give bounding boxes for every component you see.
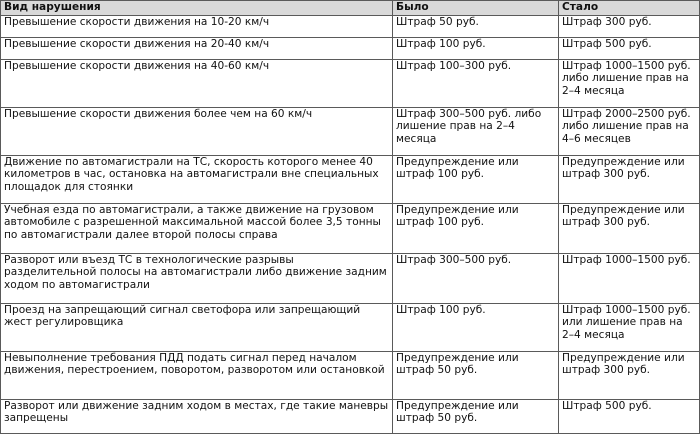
violation-cell: Учебная езда по автомагистрали, а также движение на грузовом автомобиле с разрешенной максимальной массой более 3,5 тонны по автомагистрали далее второй полосы справа [1,204,393,254]
header-before: Было [393,1,559,16]
violation-cell: Проезд на запрещающий сигнал светофора или запрещающий жест регулировщика [1,304,393,352]
before-cell: Штраф 100 руб. [393,38,559,60]
before-cell: Предупреждение или штраф 100 руб. [393,204,559,254]
table-header-row [1,1,700,16]
after-cell: Предупреждение или штраф 300 руб. [559,156,700,204]
violation-cell: Разворот или въезд ТС в технологические разрывы разделительной полосы на автомагистрали либо движение задним ходом по автомагистрали [1,254,393,304]
table-row [1,400,700,434]
table-row [1,60,700,108]
violation-cell: Превышение скорости движения более чем на 60 км/ч [1,108,393,156]
violation-cell: Разворот или движение задним ходом в местах, где такие маневры запрещены [1,400,393,434]
header-after: Стало [559,1,700,16]
after-cell: Штраф 300 руб. [559,16,700,38]
before-cell: Штраф 300–500 руб. либо лишение прав на 2–4 месяца [393,108,559,156]
after-cell: Штраф 1000–1500 руб. [559,254,700,304]
table-row [1,16,700,38]
violation-cell: Превышение скорости движения на 20-40 км/ч [1,38,393,60]
after-cell: Предупреждение или штраф 300 руб. [559,352,700,400]
after-cell: Штраф 2000–2500 руб. либо лишение прав на 4–6 месяцев [559,108,700,156]
table-row [1,304,700,352]
table-row [1,352,700,400]
violation-cell: Превышение скорости движения на 10-20 км/ч [1,16,393,38]
violation-cell: Невыполнение требования ПДД подать сигнал перед началом движения, перестроением, поворотом, разворотом или остановкой [1,352,393,400]
after-cell: Штраф 1000–1500 руб. либо лишение прав на 2–4 месяца [559,60,700,108]
after-cell: Штраф 1000–1500 руб. или лишение прав на 2–4 месяца [559,304,700,352]
table-row [1,108,700,156]
before-cell: Штраф 50 руб. [393,16,559,38]
after-cell: Штраф 500 руб. [559,400,700,434]
after-cell: Штраф 500 руб. [559,38,700,60]
before-cell: Штраф 100–300 руб. [393,60,559,108]
before-cell: Штраф 300–500 руб. [393,254,559,304]
after-cell: Предупреждение или штраф 300 руб. [559,204,700,254]
before-cell: Предупреждение или штраф 50 руб. [393,352,559,400]
table-row [1,204,700,254]
before-cell: Предупреждение или штраф 50 руб. [393,400,559,434]
table-row [1,38,700,60]
table-row [1,156,700,204]
before-cell: Штраф 100 руб. [393,304,559,352]
header-violation: Вид нарушения [1,1,393,16]
table-row [1,254,700,304]
violation-cell: Превышение скорости движения на 40-60 км/ч [1,60,393,108]
violation-cell: Движение по автомагистрали на ТС, скорость которого менее 40 километров в час, остановка на автомагистрали вне специальных площадок для стоянки [1,156,393,204]
before-cell: Предупреждение или штраф 100 руб. [393,156,559,204]
